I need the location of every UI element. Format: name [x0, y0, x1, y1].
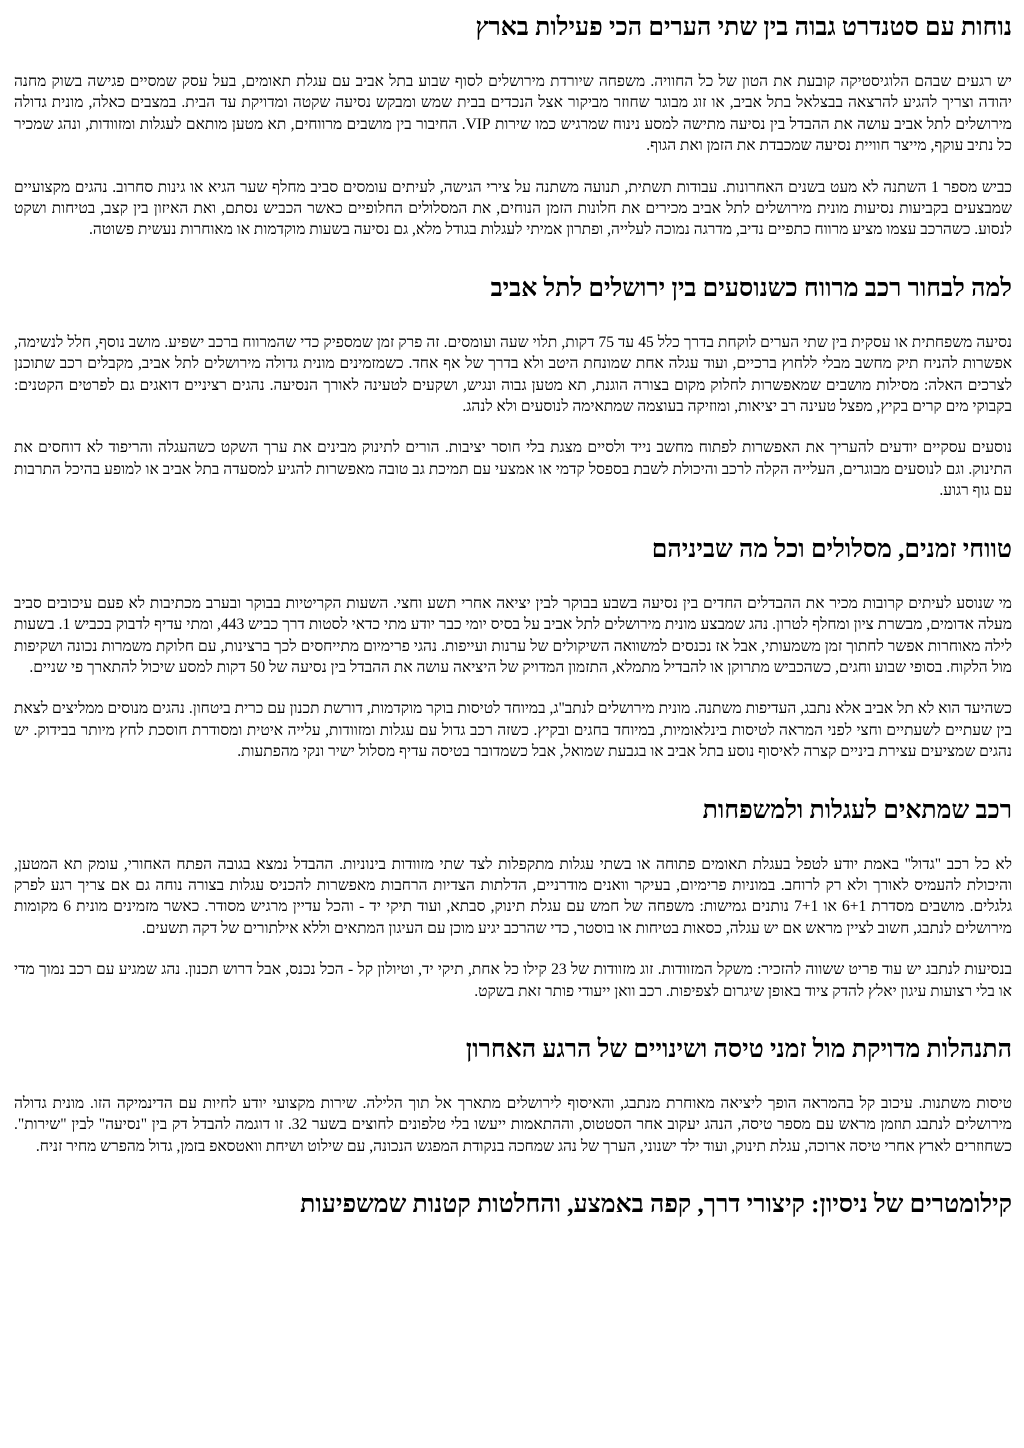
paragraph: בנסיעות לנתבג יש עוד פריט ששווה להזכיר: משקל המזוודות. זוג מזוודות של 23 קילו כל אחת, תיקי יד, וטיולון קל - הכל נכנס, אבל דרוש תכנון. נהג שמגיע עם רכב נמוך מדי או בלי רצועות עיגון יאלץ להדק ציוד באופן שיגרום לצפיפות. רכב וואן ייעודי פותר זאת בשקט.	[14, 961, 1013, 1000]
section-heading-strollers-families: רכב שמתאים לעגלות ולמשפחות	[702, 796, 1012, 824]
paragraph: מי שנוסע לעיתים קרובות מכיר את ההבדלים החדים בין נסיעה בשבע בבוקר לבין יציאה אחרי תשע וחצי. השעות הקריטיות בבוקר ובערב מכתיבות לא פעם עיכובים סביב מעלה אדומים, מבשרת ציון ומחלף לטרון. נהג שמבצע מונית מירושלים לתל אביב על בסיס יומי כבר יודע מתי כדאי לסטות דרך כביש 443, ומתי עדיף לדבוק בכביש 1. בשעות לילה מאוחרות אפשר לחתוך זמן משמעותי, אבל אז נכנסים למשוואה השיקולים של ערנות ועייפות. נהגי פרימיום מתייחסים לכך ברצינות, עם חלוקת משמרות נכונה ושקיפות מול הלקוח. בסופי שבוע וחגים, כשהכביש מתרוקן או להבדיל מתמלא, התזמון המדויק של היציאה עושה את ההבדל בין נסיעה של 50 דקות למסע שיכול להתארך פי שניים.	[14, 594, 1013, 676]
paragraph: יש רגעים שבהם הלוגיסטיקה קובעת את הטון של כל החוויה. משפחה שיורדת מירושלים לסוף שבוע בתל אביב עם עגלת תאומים, בעל עסק שמסיים פגישה בשוק מחנה יהודה וצריך להגיע להרצאה בבצלאל בתל אביב, או זוג מבוגר שחוזר מביקור אצל הנכדים בבית שמש ומבקש נסיעה שקטה ומדויקת עד הבית. במצבים כאלה, מונית גדולה מירושלים לתל אביב עושה את ההבדל בין נסיעה מתישה למסע נינוח שמרגיש כמו שירות VIP. החיבור בין מושבים מרווחים, תא מטען מותאם לעגלות ומזוודות, ונהג שמכיר כל נתיב עוקף, מייצר חוויית נסיעה שמכבדת את הזמן ואת הגוף.	[14, 73, 1012, 155]
paragraph: לא כל רכב "גדול" באמת יודע לטפל בעגלת תאומים פתוחה או בשתי עגלות מתקפלות לצד שתי מזוודות בינוניות. ההבדל נמצא בגובה הפתח האחורי, עומק תא המטען, והיכולת להעמיס לאורך ולא רק לרוחב. במוניות פרימיום, בעיקר וואנים מודרניים, הדלתות הצדיות הרחבות מאפשרות להכניס עגלות בצורה נוחה גם אם צריך רגע לפרק גלגלים. מושבים מסדרת 6+1 או 7+1 נותנים גמישות: משפחה של חמש עם עגלת תינוק, סבתא, ועוד תיקי יד - והכל עדיין מרגיש מסודר. כאשר מזמינים מונית 6 מקומות מירושלים לנתבג, חשוב לציין מראש אם יש עגלה, כסאות בטיחות או בוסטר, כדי שהרכב יגיע מוכן עם העיגון המתאים וללא אילתורים של דקה תשעים.	[14, 855, 1012, 937]
section-heading-flight-times: התנהלות מדויקת מול זמני טיסה ושינויים של הרגע האחרון	[465, 1035, 1012, 1063]
section-heading-kilometers-experience: קילומטרים של ניסיון: קיצורי דרך, קפה באמצע, והחלטות קטנות שמשפיעות	[300, 1191, 1012, 1219]
paragraph: כביש מספר 1 השתנה לא מעט בשנים האחרונות. עבודות תשתית, תנועה משתנה על צירי הגישה, לעיתים עומסים סביב מחלף שער הגיא או גינות סחרוב. נהגים מקצועיים שמבצעים בקביעות נסיעות מונית מירושלים לתל אביב מכירים את חלונות הזמן הנוחים, את המסלולים החלופיים כאשר הכביש נסתם, ואת האיזון בין קצב, בטיחות ושקט לנסוע. כשהרכב עצמו מציע מרווח כתפיים נדיב, מדרגה נמוכה לעלייה, ופתרון אמיתי לעגלות בגודל מלא, גם נסיעה בשעות מוקדמות או מאוחרות נעשית פשוטה.	[14, 178, 1012, 239]
section-heading-comfort: נוחות עם סטנדרט גבוה בין שתי הערים הכי פעילות בארץ	[475, 14, 1012, 41]
paragraph: טיסות משתנות. עיכוב קל בהמראה הופך ליציאה מאוחרת מנתבג, והאיסוף לירושלים מתארך אל תוך הלילה. שירות מקצועי יודע לחיות עם הדינמיקה הזו. מונית גדולה מירושלים לנתבג תוזמן מראש עם מספר טיסה, הנהג יעקוב אחר הסטטוס, וההתאמות ייעשו בלי טלפונים לחוצים בשער 32. זו דוגמה להבדל דק בין "נסיעה" לבין "שירות". כשחוזרים לארץ אחרי טיסה ארוכה, עגלת תינוק, ועוד ילד ישנוני, הערך של נהג שמחכה בנקודת המפגש הנכונה, עם שילוט ושיחת וואטסאפ בזמן, גדול מהפרש מחיר זניח.	[14, 1094, 1012, 1155]
paragraph: נסיעה משפחתית או עסקית בין שתי הערים לוקחת בדרך כלל 45 עד 75 דקות, תלוי שעה ועומסים. זה פרק זמן שמספיק כדי שהמרווח ברכב ישפיע. מושב נוסף, חלל לנשימה, אפשרות להניח תיק מחשב מבלי ללחוץ ברכיים, ועוד עגלה אחת שמונחת היטב ולא בדרך של אף אחד. כשמזמינים מונית גדולה מירושלים לתל אביב, מקבלים רכב שתוכנן לצרכים האלה: מסילות מושבים שמאפשרות לחלוק מקום בצורה הוגנת, תא מטען גבוה ונגיש, ושקעים לטעינה לאורך הנסיעה. נהגים רציניים דואגים גם לפרטים הקטנים: בקבוקי מים קרים בקיץ, מפצל טעינה רב יציאות, ומוזיקה בעוצמה שמתאימה לנוסעים ולא לנהג.	[14, 333, 1012, 416]
paragraph: כשהיעד הוא לא תל אביב אלא נתבג, העדיפות משתנה. מונית מירושלים לנתב"ג, במיוחד לטיסות בוקר מוקדמות, דורשת תכנון עם כרית ביטחון. נהגים מנוסים ממליצים לצאת בין שעתיים לשעתיים וחצי לפני המראה לטיסות בינלאומיות, במיוחד בחגים ובקיץ. כשזה רכב גדול עם עגלות ומזוודות, עלייה איטית ומסודרת חוסכת לחץ מיותר בבידוק. יש נהגים שמציעים עצירת ביניים קצרה לאיסוף נוסע בתל אביב או בגבעת שמואל, אבל כשמדובר בטיסה עדיף מסלול ישיר ונקי מהפתעות.	[14, 700, 1012, 761]
section-heading-why-spacious: למה לבחור רכב מרווח כשנוסעים בין ירושלים לתל אביב	[490, 274, 1012, 302]
section-heading-time-ranges: טווחי זמנים, מסלולים וכל מה שביניהם	[651, 535, 1012, 563]
paragraph: נוסעים עסקיים יודעים להעריך את האפשרות לפתוח מחשב נייד ולסיים מצגת בלי חוסר יציבות. הורים לתינוק מבינים את ערך השקט כשהעגלה והריפוד לא דוחסים את התינוק. וגם לנוסעים מבוגרים, העלייה הקלה לרכב והיכולת לשבת בספסל קדמי או אמצעי עם תמיכת גב טובה מאפשרות להגיע למסעדה בתל אביב או למופע בהיכל התרבות עם גוף רגוע.	[14, 439, 1012, 500]
